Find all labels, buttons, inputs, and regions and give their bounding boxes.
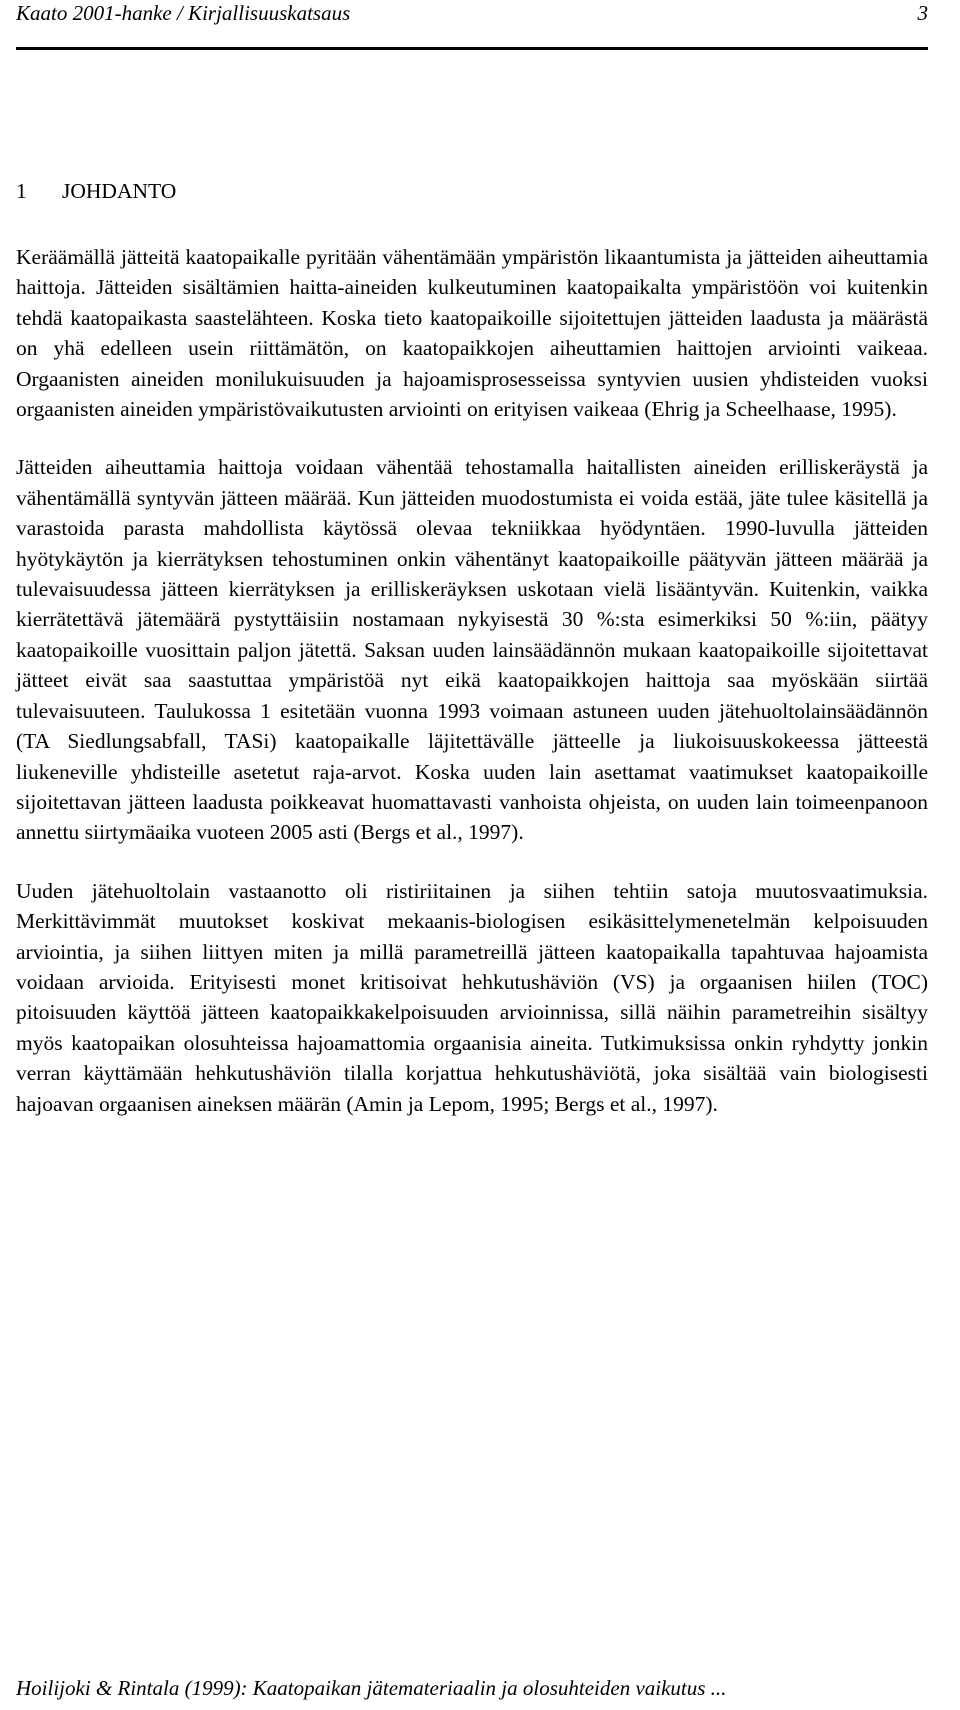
paragraph-3: Uuden jätehuoltolain vastaanotto oli ristiriitainen ja siihen tehtiin satoja muutosvaatimuksia. Merkittävimmät muutokset koskivat mekaanis-biologisen esikäsittelymenetelmän kelpoisuuden arviointia, ja siihen liittyen miten ja millä parametreillä jätteen kaatopaikalla tapahtuvaa hajoamista voidaan arvioida. Erityisesti monet kritisoivat hehkutushäviön (VS) ja orgaanisen hiilen (TOC) pitoisuuden käyttöä jätteen kaatopaikkakelpoisuuden arvioinnissa, sillä näihin parametreihin sisältyy myös kaatopaikan olosuhteissa hajoamattomia orgaanisia aineita. Tutkimuksissa onkin ryhdytty jonkin verran käyttämään hehkutushäviön tilalla korjattua hehkutushäviötä, joka sisältää vain biologisesti hajoavan orgaanisen aineksen määrän (Amin ja Lepom, 1995; Bergs et al., 1997). [16, 878, 928, 1116]
page-header [16, 0, 928, 52]
page-footer: Hoilijoki & Rintala (1999): Kaatopaikan jätemateriaalin ja olosuhteiden vaikutus ... [16, 1676, 727, 1700]
section-number: 1 [16, 179, 27, 203]
header-rule [16, 47, 928, 50]
header-title: Kaato 2001-hanke / Kirjallisuuskatsaus [16, 1, 351, 25]
section-heading [16, 178, 176, 204]
paragraph-2: Jätteiden aiheuttamia haittoja voidaan vähentää tehostamalla haitallisten aineiden erilliskeräystä ja vähentämällä syntyvän jätteen määrää. Kun jätteiden muodostumista ei voida estää, jäte tulee käsitellä ja varastoida parasta mahdollista käytössä olevaa tekniikkaa hyödyntäen. 1990-luvulla jätteiden hyötykäytön ja kierrätyksen tehostuminen onkin vähentänyt kaatopaikoille päätyvän jätteen määrää ja tulevaisuudessa jätteen kierrätyksen ja erilliskeräyksen uskotaan vielä lisääntyvän. Kuitenkin, vaikka kierrätettävä jätemäärä pystyttäisiin nostamaan nykyisestä 30 %:sta esimerkiksi 50 %:iin, päätyy kaatopaikoille vuosittain paljon jätettä. Saksan uuden lainsäädännön mukaan kaatopaikoille sijoitettavat jätteet eivät saa saastuttaa ympäristöä nyt eikä kaatopaikkojen haittoja saa myöskään siirtää tulevaisuuteen. Taulukossa 1 esitetään vuonna 1993 voimaan astuneen uuden jätehuoltolainsäädännön (TA Siedlungsabfall, TASi) kaatopaikalle läjitettävälle jätteelle ja liukoisuuskokeessa jätteestä liukeneville yhdisteille asetetut raja-arvot. Koska uuden lain asettamat vaatimukset kaatopaikoille sijoitettavan jätteen laadusta poikkeavat huomattavasti vanhoista ohjeista, on uuden lain toimeenpanoon annettu siirtymäaika vuoteen 2005 asti (Bergs et al., 1997). [16, 455, 928, 845]
page-number: 3 [917, 1, 928, 25]
body-text [16, 242, 928, 1147]
paragraph-1: Keräämällä jätteitä kaatopaikalle pyritään vähentämään ympäristön likaantumista ja jätteiden aiheuttamia haittoja. Jätteiden sisältämien haitta-aineiden kulkeutuminen kaatopaikalta ympäristöön voi kuitenkin tehdä kaatopaikasta saastelähteen. Koska tieto kaatopaikoille sijoitettujen jätteiden laadusta ja määrästä on yhä edelleen usein riittämätön, on kaatopaikkojen aiheuttamien haittojen arviointi vaikeaa. Orgaanisten aineiden monilukuisuuden ja hajoamisprosesseissa syntyvien uusien yhdisteiden vuoksi orgaanisten aineiden ympäristövaikutusten arviointi on erityisen vaikeaa (Ehrig ja Scheelhaase, 1995). [16, 245, 928, 422]
section-title: JOHDANTO [62, 179, 177, 203]
